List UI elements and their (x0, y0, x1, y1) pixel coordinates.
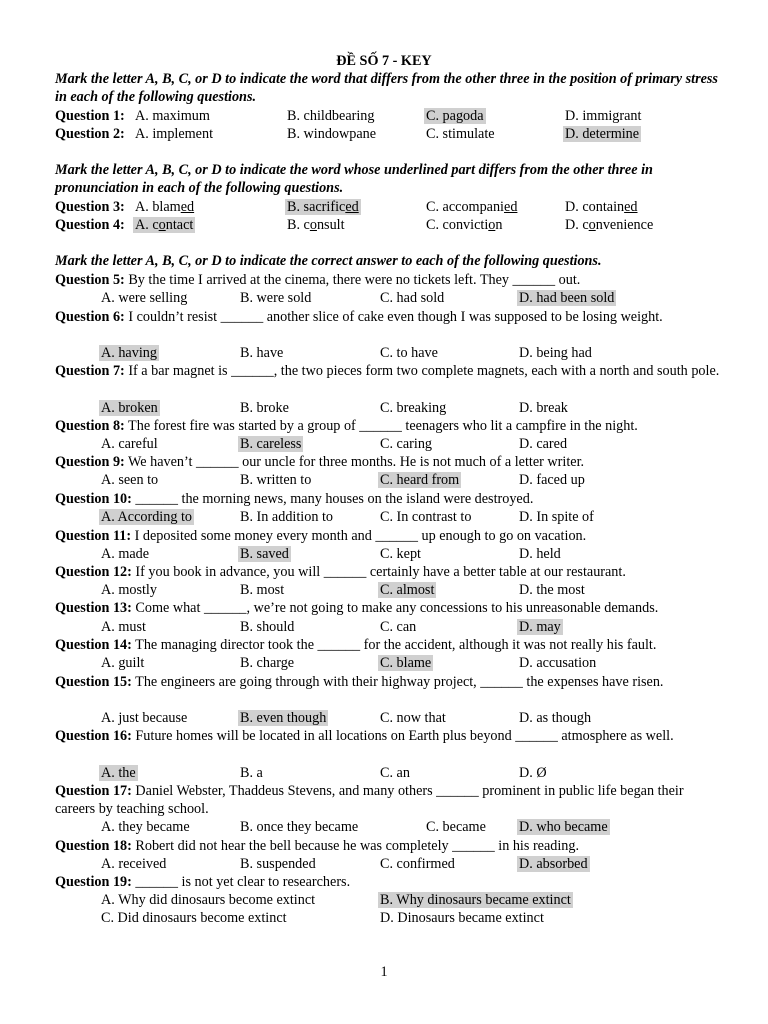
answer-option: C. breaking (380, 400, 447, 416)
answer-option: D. In spite of (519, 509, 594, 525)
answer-option: D. contained (565, 199, 638, 215)
answer-option: C. accompanied (426, 199, 518, 215)
question-label: Question 10: (55, 491, 132, 507)
answer-option: C. now that (380, 710, 446, 726)
answer-option: D. the most (519, 582, 585, 598)
question-label: Question 12: (55, 564, 132, 580)
answer-option: C. In contrast to (380, 509, 472, 525)
answer-option: C. blame (380, 655, 432, 671)
answer-option: C. heard from (380, 472, 460, 488)
answer-option: B. even though (240, 710, 327, 726)
answer-option: C. an (380, 765, 410, 781)
answer-option: B. sacrificed (287, 199, 359, 215)
question-text: ______ is not yet clear to researchers. (131, 874, 351, 890)
question-label: Question 13: (55, 600, 132, 616)
question-text: Come what ______, we’re not going to make any concessions to his unreasonable demands. (131, 600, 659, 616)
question-text: Daniel Webster, Thaddeus Stevens, and many others ______ prominent in public life began their careers by teaching school. (55, 783, 684, 818)
answer-option: B. In addition to (240, 509, 334, 525)
answer-option: A. made (101, 546, 150, 562)
question-text: The managing director took the ______ for the accident, although it was not really his fault. (131, 637, 657, 653)
question-label: Question 7: (55, 363, 125, 379)
answer-option: B. written to (240, 472, 312, 488)
answer-option: B. have (240, 345, 284, 361)
answer-option: A. broken (101, 400, 158, 416)
question-stem (55, 673, 725, 691)
answer-option: B. a (240, 765, 263, 781)
section-instruction: Mark the letter A, B, C, or D to indicate the word whose underlined part differs from the other three in pronunciation in each of the following questions. (55, 162, 653, 197)
question-label: Question 3: (55, 199, 125, 215)
answer-option: A. having (101, 345, 157, 361)
section-instruction: Mark the letter A, B, C, or D to indicate the word that differs from the other three in the position of primary stress in each of the following questions. (55, 71, 718, 106)
answer-option: C. to have (380, 345, 438, 361)
answer-option: C. became (426, 819, 486, 835)
answer-option: A. must (101, 619, 146, 635)
question-label: Question 5: (55, 272, 125, 288)
answer-option: B. once they became (240, 819, 359, 835)
question-label: Question 16: (55, 728, 132, 744)
answer-option: C. almost (380, 582, 435, 598)
question-stem (55, 271, 725, 289)
question-label: Question 4: (55, 217, 125, 233)
question-stem (55, 873, 725, 891)
answer-option: C. had sold (380, 290, 445, 306)
answer-option: A. According to (101, 509, 193, 525)
question-stem (55, 563, 725, 581)
answer-option: A. mostly (101, 582, 157, 598)
answer-option: B. windowpane (287, 126, 377, 142)
answer-option: A. contact (135, 217, 194, 233)
answer-option: A. the (101, 765, 136, 781)
question-stem (55, 636, 725, 654)
answer-option: B. charge (240, 655, 295, 671)
page-title: ĐỀ SỐ 7 - KEY (336, 53, 432, 69)
question-stem (55, 453, 725, 471)
question-text: The forest fire was started by a group of ______ teenagers who lit a campfire in the night. (124, 418, 638, 434)
question-label: Question 9: (55, 454, 125, 470)
question-stem (55, 490, 725, 508)
answer-option: A. Why did dinosaurs become extinct (101, 892, 316, 908)
question-stem (55, 782, 725, 818)
answer-option: C. stimulate (426, 126, 495, 142)
question-label: Question 18: (55, 838, 132, 854)
answer-option: C. pagoda (426, 108, 484, 124)
answer-option: A. maximum (135, 108, 210, 124)
page-number: 1 (380, 964, 388, 980)
question-text: If you book in advance, you will ______ certainly have a better table at our restaurant. (131, 564, 626, 580)
answer-option: D. who became (519, 819, 608, 835)
question-text: ______ the morning news, many houses on the island were destroyed. (131, 491, 534, 507)
answer-option: B. childbearing (287, 108, 375, 124)
question-text: We haven’t ______ our uncle for three months. He is not much of a letter writer. (124, 454, 585, 470)
question-label: Question 15: (55, 674, 132, 690)
question-text: The engineers are going through with their highway project, ______ the expenses have risen. (131, 674, 664, 690)
answer-option: D. may (519, 619, 561, 635)
answer-option: D. Dinosaurs became extinct (380, 910, 544, 926)
question-text: If a bar magnet is ______, the two pieces form two complete magnets, each with a north and south pole. (124, 363, 720, 379)
answer-option: D. accusation (519, 655, 597, 671)
question-text: By the time I arrived at the cinema, there were no tickets left. They ______ out. (124, 272, 581, 288)
answer-option: D. immigrant (565, 108, 642, 124)
answer-option: C. confirmed (380, 856, 455, 872)
answer-option: C. can (380, 619, 417, 635)
answer-option: D. faced up (519, 472, 585, 488)
question-text: Future homes will be located in all locations on Earth plus beyond ______ atmosphere as well. (131, 728, 674, 744)
question-text: I couldn’t resist ______ another slice of cake even though I was supposed to be losing weight. (124, 309, 663, 325)
answer-option: B. consult (287, 217, 345, 233)
answer-option: A. guilt (101, 655, 145, 671)
answer-option: A. seen to (101, 472, 159, 488)
answer-option: A. received (101, 856, 167, 872)
answer-option: A. were selling (101, 290, 188, 306)
answer-option: D. held (519, 546, 561, 562)
answer-option: D. break (519, 400, 568, 416)
question-stem (55, 599, 725, 617)
question-label: Question 2: (55, 126, 125, 142)
answer-option: D. cared (519, 436, 568, 452)
section-instruction: Mark the letter A, B, C, or D to indicate the correct answer to each of the following questions. (55, 253, 602, 269)
question-label: Question 11: (55, 528, 132, 544)
answer-option: D. convenience (565, 217, 654, 233)
question-label: Question 1: (55, 108, 125, 124)
question-label: Question 19: (55, 874, 132, 890)
answer-option: B. saved (240, 546, 289, 562)
answer-option: C. conviction (426, 217, 503, 233)
question-label: Question 14: (55, 637, 132, 653)
answer-option: B. should (240, 619, 295, 635)
answer-option: C. Did dinosaurs become extinct (101, 910, 287, 926)
answer-option: B. broke (240, 400, 289, 416)
answer-option: C. caring (380, 436, 433, 452)
answer-option: D. absorbed (519, 856, 588, 872)
answer-option: B. most (240, 582, 285, 598)
question-text: Robert did not hear the bell because he was completely ______ in his reading. (131, 838, 580, 854)
question-stem (55, 417, 725, 435)
answer-option: A. they became (101, 819, 190, 835)
answer-option: D. as though (519, 710, 592, 726)
answer-option: D. Ø (519, 765, 547, 781)
question-stem (55, 727, 725, 745)
question-label: Question 6: (55, 309, 125, 325)
answer-option: D. had been sold (519, 290, 615, 306)
answer-option: B. suspended (240, 856, 316, 872)
answer-option: B. careless (240, 436, 302, 452)
question-stem (55, 837, 725, 855)
answer-option: B. Why dinosaurs became extinct (380, 892, 571, 908)
question-stem (55, 362, 725, 380)
question-label: Question 8: (55, 418, 125, 434)
answer-option: C. kept (380, 546, 421, 562)
answer-option: A. implement (135, 126, 214, 142)
question-stem (55, 308, 725, 326)
question-label: Question 17: (55, 783, 132, 799)
answer-option: B. were sold (240, 290, 312, 306)
answer-option: D. determine (565, 126, 640, 142)
answer-option: A. blamed (135, 199, 195, 215)
question-stem (55, 527, 725, 545)
answer-option: A. just because (101, 710, 188, 726)
answer-option: D. being had (519, 345, 592, 361)
question-text: I deposited some money every month and ______ up enough to go on vacation. (131, 528, 587, 544)
answer-option: A. careful (101, 436, 158, 452)
